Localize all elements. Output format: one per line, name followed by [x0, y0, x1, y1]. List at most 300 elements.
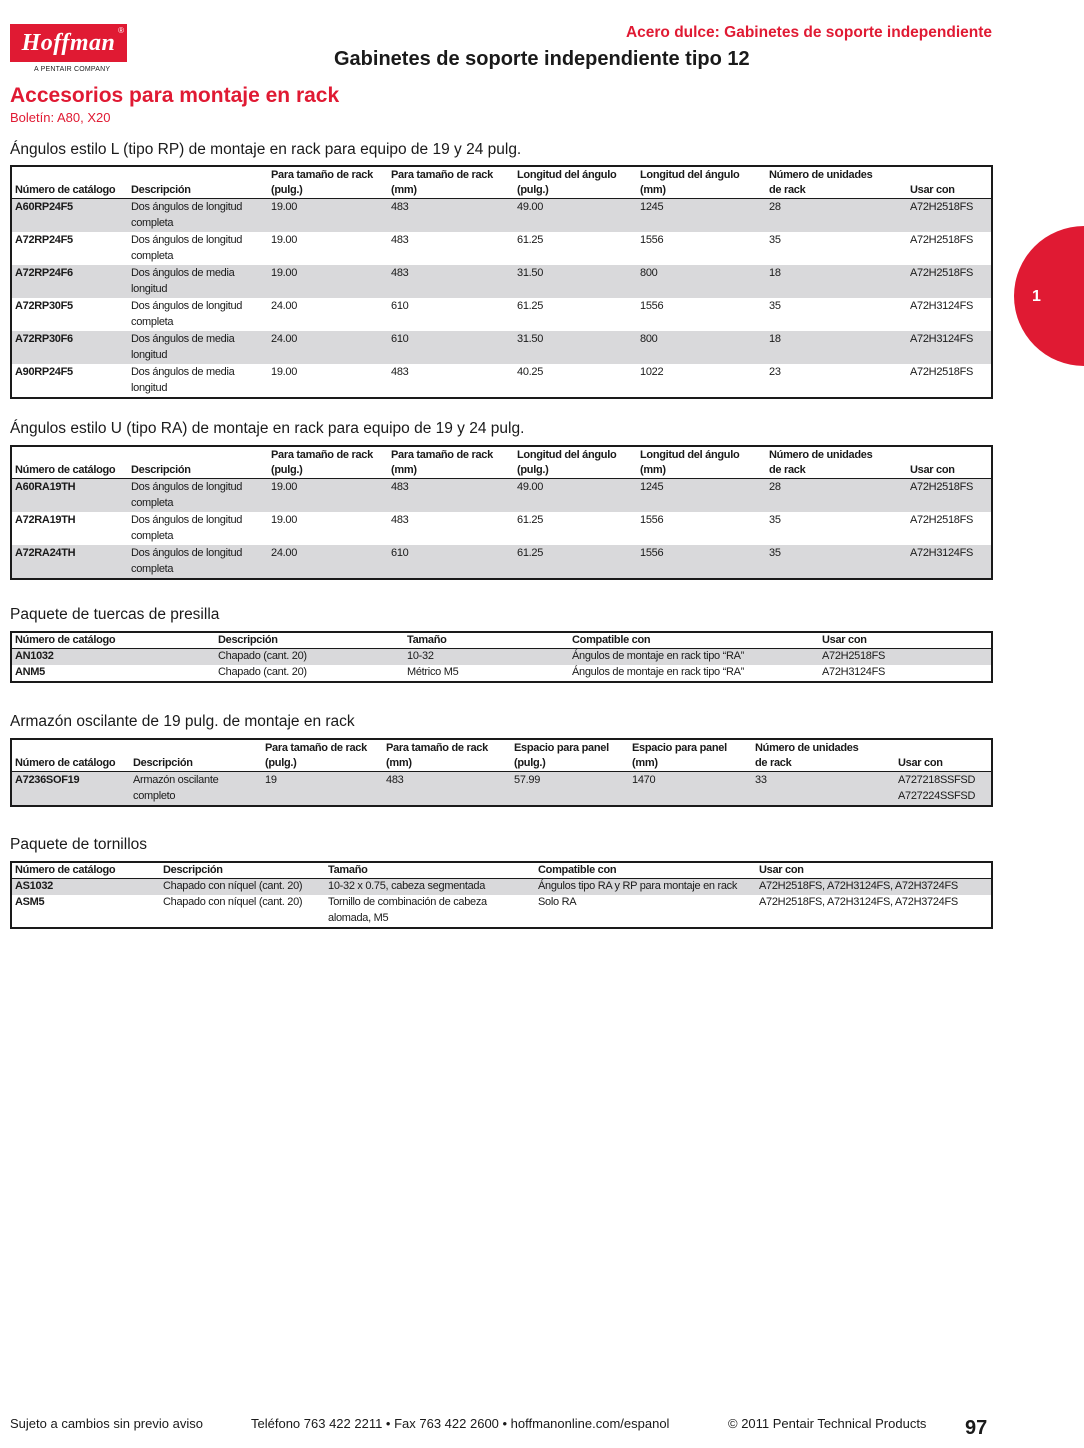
cell-text: Dos ángulos de longitud — [131, 547, 243, 559]
column-header-line: (pulg.) — [271, 464, 303, 476]
cell-text: A72H3124FS — [822, 666, 886, 678]
table-cell — [128, 331, 268, 364]
table-row — [12, 265, 991, 298]
cell-text: Dos ángulos de media — [131, 267, 235, 279]
cell-text: 1556 — [640, 514, 664, 526]
cell-text: Métrico M5 — [407, 666, 459, 678]
cell-text: Dos ángulos de longitud — [131, 300, 243, 312]
cell-text: 483 — [391, 366, 409, 378]
cell-text: Chapado con níquel (cant. 20) — [163, 880, 303, 892]
column-header — [535, 863, 756, 878]
cell-text: A72RA24TH — [15, 547, 76, 559]
footer-contact: Teléfono 763 422 2211 • Fax 763 422 2600 • hoffmanonline.com/espanol — [251, 1416, 670, 1431]
cell-text: A60RP24F5 — [15, 201, 73, 213]
chapter-tab — [1014, 226, 1084, 366]
column-header-line: Para tamaño de rack — [386, 742, 488, 754]
table-row — [12, 895, 991, 927]
cell-text: 483 — [391, 201, 409, 213]
column-header-line: de rack — [769, 464, 806, 476]
table-cell — [514, 232, 637, 265]
cell-text: 800 — [640, 333, 658, 345]
column-header-line: Número de unidades — [755, 742, 859, 754]
table-cell — [215, 649, 404, 665]
table-cell — [766, 265, 907, 298]
logo-brand: Hoffman — [21, 29, 116, 56]
table-cell — [268, 512, 388, 545]
column-header — [895, 756, 991, 771]
table-cell — [637, 331, 766, 364]
column-header-line: Longitud del ángulo — [640, 449, 740, 461]
footer-copyright: © 2011 Pentair Technical Products — [728, 1416, 927, 1431]
table-header-row — [12, 863, 991, 879]
table-cell — [514, 364, 637, 397]
cell-text: A727218SSFSD — [898, 774, 976, 786]
logo-tagline: A PENTAIR COMPANY — [34, 66, 111, 73]
column-header-line: Descripción — [131, 184, 191, 196]
table-cell — [268, 232, 388, 265]
page-number: 97 — [965, 1417, 988, 1439]
table-cell — [325, 879, 535, 895]
cell-text: 19.00 — [271, 514, 298, 526]
cell-text: A72RP30F6 — [15, 333, 73, 345]
table-cell — [388, 232, 514, 265]
cell-text: 61.25 — [517, 234, 544, 246]
cell-text: ANM5 — [15, 666, 45, 678]
catalog-number-cell — [12, 331, 128, 364]
table-cell — [907, 479, 991, 512]
table-cell — [268, 298, 388, 331]
column-header-line: (pulg.) — [271, 184, 303, 196]
cell-text: 61.25 — [517, 547, 544, 559]
footer-notice: Sujeto a cambios sin previo aviso — [10, 1416, 203, 1431]
column-header-line: Para tamaño de rack — [391, 169, 493, 181]
cell-text: 610 — [391, 333, 409, 345]
column-header-line: Número de catálogo — [15, 464, 116, 476]
column-header-line: Usar con — [898, 757, 943, 769]
catalog-number-cell — [12, 545, 128, 578]
table-cell — [766, 545, 907, 578]
column-header-line: Espacio para panel — [632, 742, 727, 754]
table-cell — [766, 232, 907, 265]
column-header-line: Tamaño — [328, 864, 368, 876]
cell-text: Armazón oscilante completo — [133, 774, 219, 802]
table-cell — [637, 265, 766, 298]
cell-text: 19.00 — [271, 481, 298, 493]
table-cell — [907, 265, 991, 298]
table-cell — [766, 512, 907, 545]
cell-text: 610 — [391, 300, 409, 312]
cell-text: A72RP24F6 — [15, 267, 73, 279]
column-header-line: Tamaño — [407, 634, 447, 646]
table-header-row — [12, 633, 991, 649]
table-cell — [756, 879, 991, 895]
table-cell — [160, 879, 325, 895]
column-header-line: Número de unidades — [769, 169, 873, 181]
table-cell — [325, 895, 535, 927]
column-header-line: (pulg.) — [265, 757, 297, 769]
table-cell — [388, 331, 514, 364]
column-header-line: (mm) — [632, 757, 658, 769]
column-header — [130, 756, 262, 771]
cell-text: completa — [131, 529, 174, 542]
cell-text: 40.25 — [517, 366, 544, 378]
cell-text: 31.50 — [517, 333, 544, 345]
column-header-line: (pulg.) — [514, 757, 546, 769]
cell-text: completa — [131, 249, 174, 262]
cell-text: AS1032 — [15, 880, 53, 892]
cell-text: completa — [131, 216, 174, 229]
cell-text: Dos ángulos de media — [131, 366, 235, 378]
catalog-number-cell — [12, 879, 160, 895]
column-header — [388, 448, 514, 478]
column-header-line: Descripción — [133, 757, 193, 769]
table-cell — [128, 364, 268, 397]
column-header — [262, 741, 383, 771]
catalog-number-cell — [12, 232, 128, 265]
table-row — [12, 331, 991, 364]
table-cell — [511, 772, 629, 805]
table-cell — [766, 364, 907, 397]
table-row — [12, 512, 991, 545]
cell-text: completa — [131, 496, 174, 509]
table-cell — [268, 265, 388, 298]
cell-text: 57.99 — [514, 774, 541, 786]
cell-text: 18 — [769, 267, 781, 279]
cell-text: A72H2518FS — [910, 366, 974, 378]
cell-text: 35 — [769, 514, 781, 526]
cell-text: completa — [131, 315, 174, 328]
column-header — [514, 168, 637, 198]
column-header — [268, 448, 388, 478]
table-cell — [766, 199, 907, 232]
cell-text: Solo RA — [538, 896, 577, 908]
cell-text: A72H2518FS — [822, 650, 886, 662]
cell-text: 483 — [391, 481, 409, 493]
table-cell — [569, 649, 819, 665]
table-row — [12, 545, 991, 578]
table-header-row — [12, 167, 991, 199]
column-header — [404, 633, 569, 648]
cell-text: 483 — [391, 267, 409, 279]
column-header-line: Compatible con — [538, 864, 617, 876]
cell-text: 49.00 — [517, 201, 544, 213]
cell-text: 23 — [769, 366, 781, 378]
table-header-row — [12, 447, 991, 479]
cell-text: 49.00 — [517, 481, 544, 493]
table-cell — [907, 232, 991, 265]
column-header — [766, 448, 907, 478]
cell-text: 28 — [769, 481, 781, 493]
chapter-tab-number: 1 — [1032, 288, 1041, 305]
section-title: Accesorios para montaje en rack — [10, 84, 340, 107]
column-header — [12, 463, 128, 478]
column-header — [388, 168, 514, 198]
column-header-line: Número de catálogo — [15, 184, 116, 196]
table-heading-screws: Paquete de tornillos — [10, 836, 148, 853]
clip-nuts-table — [10, 631, 993, 683]
table-cell — [514, 512, 637, 545]
table-row — [12, 772, 991, 805]
cell-text: 1556 — [640, 300, 664, 312]
cell-text: A72H2518FS — [910, 234, 974, 246]
cell-text: A727224SSFSD — [898, 789, 976, 802]
cell-text: A72H2518FS — [910, 267, 974, 279]
cell-text: A72H2518FS, A72H3124FS, A72H3724FS — [759, 896, 958, 908]
cell-text: 10-32 x 0.75, cabeza segmentada — [328, 880, 486, 892]
cell-text: 19.00 — [271, 366, 298, 378]
cell-text: 1022 — [640, 366, 664, 378]
table-cell — [388, 545, 514, 578]
cell-text: 610 — [391, 547, 409, 559]
table-row — [12, 665, 991, 681]
table-cell — [215, 665, 404, 681]
catalog-number-cell — [12, 199, 128, 232]
table-cell — [388, 479, 514, 512]
column-header-line: Usar con — [759, 864, 804, 876]
cell-text: 483 — [386, 774, 404, 786]
table-cell — [752, 772, 895, 805]
page-title: Gabinetes de soporte independiente tipo 12 — [334, 48, 750, 70]
table-heading-clip-nuts: Paquete de tuercas de presilla — [10, 606, 220, 623]
table-heading-rp-angles: Ángulos estilo L (tipo RP) de montaje en rack para equipo de 19 y 24 pulg. — [10, 141, 522, 158]
table-cell — [637, 512, 766, 545]
table-cell — [268, 364, 388, 397]
cell-text: 800 — [640, 267, 658, 279]
cell-text: A72H3124FS — [910, 300, 974, 312]
cell-text: A72H2518FS, A72H3124FS, A72H3724FS — [759, 880, 958, 892]
table-cell — [637, 479, 766, 512]
column-header-line: Descripción — [218, 634, 278, 646]
cell-text: Dos ángulos de media — [131, 333, 235, 345]
ra-angles-table — [10, 445, 993, 580]
cell-text: A72H2518FS — [910, 481, 974, 493]
column-header-line: (mm) — [640, 184, 666, 196]
column-header-line: Compatible con — [572, 634, 651, 646]
table-cell — [514, 298, 637, 331]
column-header-line: Espacio para panel — [514, 742, 609, 754]
cell-text: A72H2518FS — [910, 201, 974, 213]
cell-text: Dos ángulos de longitud — [131, 201, 243, 213]
column-header — [12, 756, 130, 771]
cell-text: A7236SOF19 — [15, 774, 80, 786]
cell-text: 61.25 — [517, 300, 544, 312]
column-header — [907, 183, 991, 198]
table-cell — [637, 545, 766, 578]
column-header-line: Para tamaño de rack — [391, 449, 493, 461]
cell-text: Chapado (cant. 20) — [218, 650, 307, 662]
cell-text: 483 — [391, 234, 409, 246]
table-cell — [128, 232, 268, 265]
column-header — [514, 448, 637, 478]
column-header — [160, 863, 325, 878]
column-header — [128, 463, 268, 478]
table-cell — [766, 331, 907, 364]
table-row — [12, 298, 991, 331]
column-header-line: (mm) — [386, 757, 412, 769]
catalog-number-cell — [12, 364, 128, 397]
cell-text: A72RP30F5 — [15, 300, 73, 312]
table-cell — [128, 479, 268, 512]
cell-text: 19.00 — [271, 234, 298, 246]
table-cell — [268, 331, 388, 364]
cell-text: 19 — [265, 774, 277, 786]
column-header — [268, 168, 388, 198]
cell-text: 35 — [769, 234, 781, 246]
column-header — [637, 448, 766, 478]
column-header-line: (mm) — [391, 464, 417, 476]
cell-text: A60RA19TH — [15, 481, 76, 493]
column-header — [12, 183, 128, 198]
column-header-line: Para tamaño de rack — [265, 742, 367, 754]
table-cell — [128, 199, 268, 232]
column-header — [752, 741, 895, 771]
cell-text: 483 — [391, 514, 409, 526]
cell-text: longitud — [131, 282, 168, 295]
cell-text: A72H3124FS — [910, 547, 974, 559]
table-cell — [514, 479, 637, 512]
table-cell — [388, 298, 514, 331]
table-cell — [404, 649, 569, 665]
table-cell — [388, 364, 514, 397]
table-heading-swing-frame: Armazón oscilante de 19 pulg. de montaje en rack — [10, 713, 355, 730]
column-header-line: Descripción — [163, 864, 223, 876]
column-header-line: Longitud del ángulo — [517, 169, 617, 181]
column-header-line: Longitud del ángulo — [517, 449, 617, 461]
cell-text: Dos ángulos de longitud — [131, 481, 243, 493]
catalog-number-cell — [12, 479, 128, 512]
cell-text: A72H3124FS — [910, 333, 974, 345]
cell-text: A72RA19TH — [15, 514, 76, 526]
column-header — [12, 633, 215, 648]
table-cell — [907, 364, 991, 397]
table-cell — [637, 232, 766, 265]
column-header-line: (pulg.) — [517, 184, 549, 196]
table-cell — [637, 364, 766, 397]
catalog-number-cell — [12, 665, 215, 681]
table-row — [12, 479, 991, 512]
table-cell — [128, 512, 268, 545]
logo-registered-mark: ® — [118, 26, 124, 35]
cell-text: Dos ángulos de longitud — [131, 514, 243, 526]
table-cell — [907, 331, 991, 364]
column-header-line: Usar con — [910, 184, 955, 196]
table-row — [12, 232, 991, 265]
table-heading-ra-angles: Ángulos estilo U (tipo RA) de montaje en rack para equipo de 19 y 24 pulg. — [10, 420, 525, 437]
cell-text: Tornillo de combinación de cabeza — [328, 896, 487, 908]
column-header-line: de rack — [769, 184, 806, 196]
column-header-line: (mm) — [640, 464, 666, 476]
column-header-line: Descripción — [131, 464, 191, 476]
column-header-line: Número de catálogo — [15, 757, 116, 769]
table-cell — [262, 772, 383, 805]
table-cell — [128, 545, 268, 578]
cell-text: A90RP24F5 — [15, 366, 73, 378]
column-header — [383, 741, 511, 771]
column-header-line: Número de catálogo — [15, 864, 116, 876]
table-row — [12, 649, 991, 665]
column-header — [569, 633, 819, 648]
table-cell — [895, 772, 991, 805]
table-cell — [388, 265, 514, 298]
swing-frame-table — [10, 738, 993, 807]
catalog-number-cell — [12, 298, 128, 331]
cell-text: 1245 — [640, 481, 664, 493]
column-header-line: Usar con — [910, 464, 955, 476]
table-cell — [907, 298, 991, 331]
table-cell — [514, 199, 637, 232]
table-row — [12, 364, 991, 397]
table-cell — [535, 895, 756, 927]
cell-text: 24.00 — [271, 300, 298, 312]
cell-text: 31.50 — [517, 267, 544, 279]
cell-text: longitud — [131, 348, 168, 361]
catalog-number-cell — [12, 772, 130, 805]
catalog-number-cell — [12, 649, 215, 665]
column-header — [12, 863, 160, 878]
table-cell — [766, 479, 907, 512]
cell-text: Chapado (cant. 20) — [218, 666, 307, 678]
cell-text: 1470 — [632, 774, 656, 786]
column-header — [637, 168, 766, 198]
table-cell — [569, 665, 819, 681]
table-cell — [514, 331, 637, 364]
catalog-number-cell — [12, 895, 160, 927]
catalog-number-cell — [12, 512, 128, 545]
bulletin-reference: Boletín: A80, X20 — [10, 110, 111, 125]
column-header — [907, 463, 991, 478]
cell-text: 19.00 — [271, 201, 298, 213]
table-cell — [907, 199, 991, 232]
cell-text: 10-32 — [407, 650, 434, 662]
cell-text: alomada, M5 — [328, 911, 389, 924]
cell-text: A72H2518FS — [910, 514, 974, 526]
cell-text: 28 — [769, 201, 781, 213]
table-row — [12, 879, 991, 895]
table-cell — [404, 665, 569, 681]
table-cell — [128, 298, 268, 331]
screws-table — [10, 861, 993, 929]
table-cell — [388, 199, 514, 232]
table-cell — [383, 772, 511, 805]
table-cell — [637, 199, 766, 232]
cell-text: 61.25 — [517, 514, 544, 526]
cell-text: ASM5 — [15, 896, 45, 908]
column-header-line: Usar con — [822, 634, 867, 646]
table-cell — [388, 512, 514, 545]
table-cell — [756, 895, 991, 927]
cell-text: 19.00 — [271, 267, 298, 279]
cell-text: 24.00 — [271, 547, 298, 559]
cell-text: completa — [131, 562, 174, 575]
cell-text: 35 — [769, 300, 781, 312]
column-header-line: Longitud del ángulo — [640, 169, 740, 181]
cell-text: 35 — [769, 547, 781, 559]
table-cell — [819, 665, 991, 681]
table-header-row — [12, 740, 991, 772]
table-cell — [819, 649, 991, 665]
column-header-line: Número de unidades — [769, 449, 873, 461]
table-cell — [535, 879, 756, 895]
cell-text: 24.00 — [271, 333, 298, 345]
table-cell — [514, 265, 637, 298]
rp-angles-table — [10, 165, 993, 399]
column-header — [819, 633, 991, 648]
cell-text: longitud — [131, 381, 168, 394]
column-header-line: (mm) — [391, 184, 417, 196]
column-header-line: (pulg.) — [517, 464, 549, 476]
table-cell — [766, 298, 907, 331]
cell-text: Ángulos tipo RA y RP para montaje en rack — [538, 880, 738, 892]
